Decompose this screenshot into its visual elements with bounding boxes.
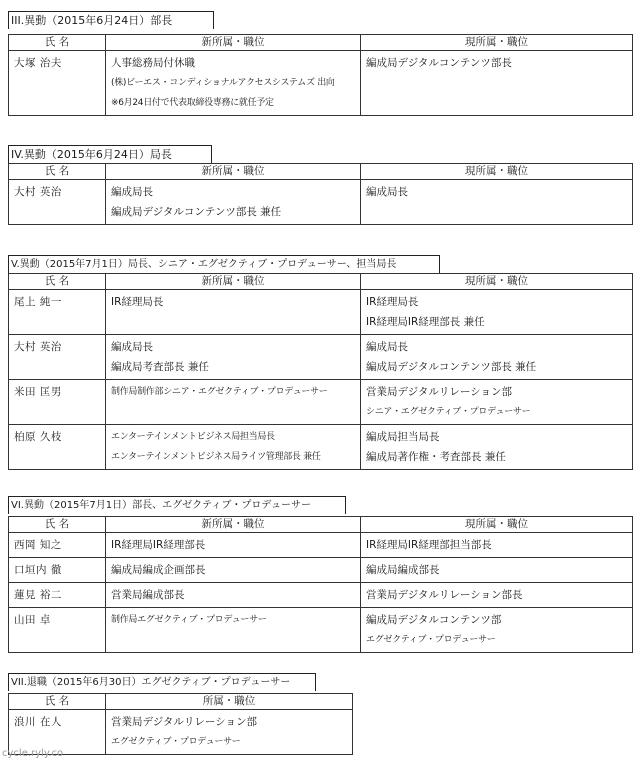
header-name: 氏 名 bbox=[9, 164, 106, 180]
new-position-line: 編成局長 bbox=[111, 186, 153, 198]
position-line: エグゼクティブ・プロデューサー bbox=[111, 737, 241, 747]
person-name: 尾上 純一 bbox=[14, 296, 62, 308]
current-position-line: エグゼクティブ・プロデューサー bbox=[366, 635, 496, 645]
person-name: 山田 卓 bbox=[14, 614, 51, 626]
header-new-position: 新所属・職位 bbox=[106, 164, 361, 180]
personnel-table bbox=[8, 34, 633, 116]
header-name: 氏 名 bbox=[9, 517, 106, 533]
person-name: 浪川 在人 bbox=[14, 716, 62, 728]
table-row bbox=[9, 335, 633, 380]
table-header-row bbox=[9, 517, 633, 533]
header-new-position: 新所属・職位 bbox=[106, 35, 361, 51]
table-header-row bbox=[9, 694, 353, 710]
current-position-line: IR経理局IR経理部担当部長 bbox=[366, 539, 492, 551]
table-header-row bbox=[9, 164, 633, 180]
header-name: 氏 名 bbox=[9, 694, 106, 710]
header-position: 所属・職位 bbox=[106, 694, 353, 710]
personnel-table bbox=[8, 693, 353, 755]
table-row bbox=[9, 180, 633, 225]
section-title: V.異動（2015年7月1日）局長、シニア・エグゼクティブ・プロデューサー、担当局長 bbox=[8, 255, 440, 273]
person-name: 大塚 治夫 bbox=[14, 57, 62, 69]
new-position-line: 制作局制作部シニア・エグゼクティブ・プロデューサー bbox=[111, 387, 328, 397]
person-name: 大村 英治 bbox=[14, 341, 62, 353]
table-header-row bbox=[9, 35, 633, 51]
table-row bbox=[9, 558, 633, 583]
table-row bbox=[9, 608, 633, 653]
header-name: 氏 名 bbox=[9, 35, 106, 51]
current-position-line: 編成局長 bbox=[366, 186, 408, 198]
person-name: 西岡 知之 bbox=[14, 539, 62, 551]
header-name: 氏 名 bbox=[9, 274, 106, 290]
position-line: 営業局デジタルリレーション部 bbox=[111, 716, 257, 728]
header-current-position: 現所属・職位 bbox=[361, 517, 633, 533]
current-position-line: 編成局編成部長 bbox=[366, 564, 440, 576]
new-position-line: 編成局考査部長 兼任 bbox=[111, 361, 209, 373]
new-position-line: IR経理局IR経理部長 bbox=[111, 539, 206, 551]
section-title: IV.異動（2015年6月24日）局長 bbox=[8, 145, 212, 163]
current-position-line: IR経理局IR経理部長 兼任 bbox=[366, 316, 485, 328]
current-position-line: シニア・エグゼクティブ・プロデューサー bbox=[366, 407, 531, 417]
new-position-line: 編成局デジタルコンテンツ部長 兼任 bbox=[111, 206, 282, 218]
current-position-line: 編成局デジタルコンテンツ部長 兼任 bbox=[366, 361, 537, 373]
table-row bbox=[9, 583, 633, 608]
current-position-line: 編成局著作権・考査部長 兼任 bbox=[366, 451, 506, 463]
person-name: 口垣内 徹 bbox=[14, 564, 62, 576]
current-position-line: 編成局デジタルコンテンツ部長 bbox=[366, 57, 512, 69]
personnel-table bbox=[8, 273, 633, 470]
table-row bbox=[9, 425, 633, 470]
personnel-table bbox=[8, 163, 633, 225]
header-new-position: 新所属・職位 bbox=[106, 517, 361, 533]
personnel-table bbox=[8, 516, 633, 653]
section-title: VII.退職（2015年6月30日）エグゼクティブ・プロデューサー bbox=[8, 673, 316, 691]
table-row bbox=[9, 533, 633, 558]
current-position-line: 営業局デジタルリレーション部 bbox=[366, 386, 512, 398]
new-position-line: エンターテインメントビジネス局ライツ管理部長 兼任 bbox=[111, 452, 321, 462]
new-position-line: IR経理局長 bbox=[111, 296, 164, 308]
new-position-line: エンターテインメントビジネス局担当局長 bbox=[111, 432, 275, 442]
new-position-line: 制作局エグゼクティブ・プロデューサー bbox=[111, 615, 267, 625]
header-current-position: 現所属・職位 bbox=[361, 164, 633, 180]
header-current-position: 現所属・職位 bbox=[361, 274, 633, 290]
table-row bbox=[9, 380, 633, 425]
table-header-row bbox=[9, 274, 633, 290]
header-current-position: 現所属・職位 bbox=[361, 35, 633, 51]
new-position-line: (株)ビーエス・コンディショナルアクセスシステムズ 出向 bbox=[111, 78, 335, 88]
current-position-line: 編成局デジタルコンテンツ部 bbox=[366, 614, 502, 626]
section-title: VI.異動（2015年7月1日）部長、エグゼクティブ・プロデューサー bbox=[8, 496, 346, 514]
person-name: 大村 英治 bbox=[14, 186, 62, 198]
new-position-line: 編成局編成企画部長 bbox=[111, 564, 206, 576]
watermark-text: cycle.ryly.co bbox=[2, 748, 64, 759]
person-name: 柏原 久枝 bbox=[14, 431, 62, 443]
current-position-line: IR経理局長 bbox=[366, 296, 419, 308]
new-position-line: 人事総務局付休職 bbox=[111, 57, 195, 69]
new-position-line: 営業局編成部長 bbox=[111, 589, 185, 601]
section-title: III.異動（2015年6月24日）部長 bbox=[8, 11, 214, 29]
person-name: 蓮見 裕二 bbox=[14, 589, 62, 601]
current-position-line: 営業局デジタルリレーション部長 bbox=[366, 589, 523, 601]
current-position-line: 編成局担当局長 bbox=[366, 431, 440, 443]
table-row bbox=[9, 290, 633, 335]
current-position-line: 編成局長 bbox=[366, 341, 408, 353]
table-row bbox=[9, 51, 633, 116]
header-new-position: 新所属・職位 bbox=[106, 274, 361, 290]
new-position-line: 編成局長 bbox=[111, 341, 153, 353]
person-name: 米田 匡男 bbox=[14, 386, 62, 398]
new-position-line: ※6月24日付で代表取締役専務に就任予定 bbox=[111, 98, 274, 108]
